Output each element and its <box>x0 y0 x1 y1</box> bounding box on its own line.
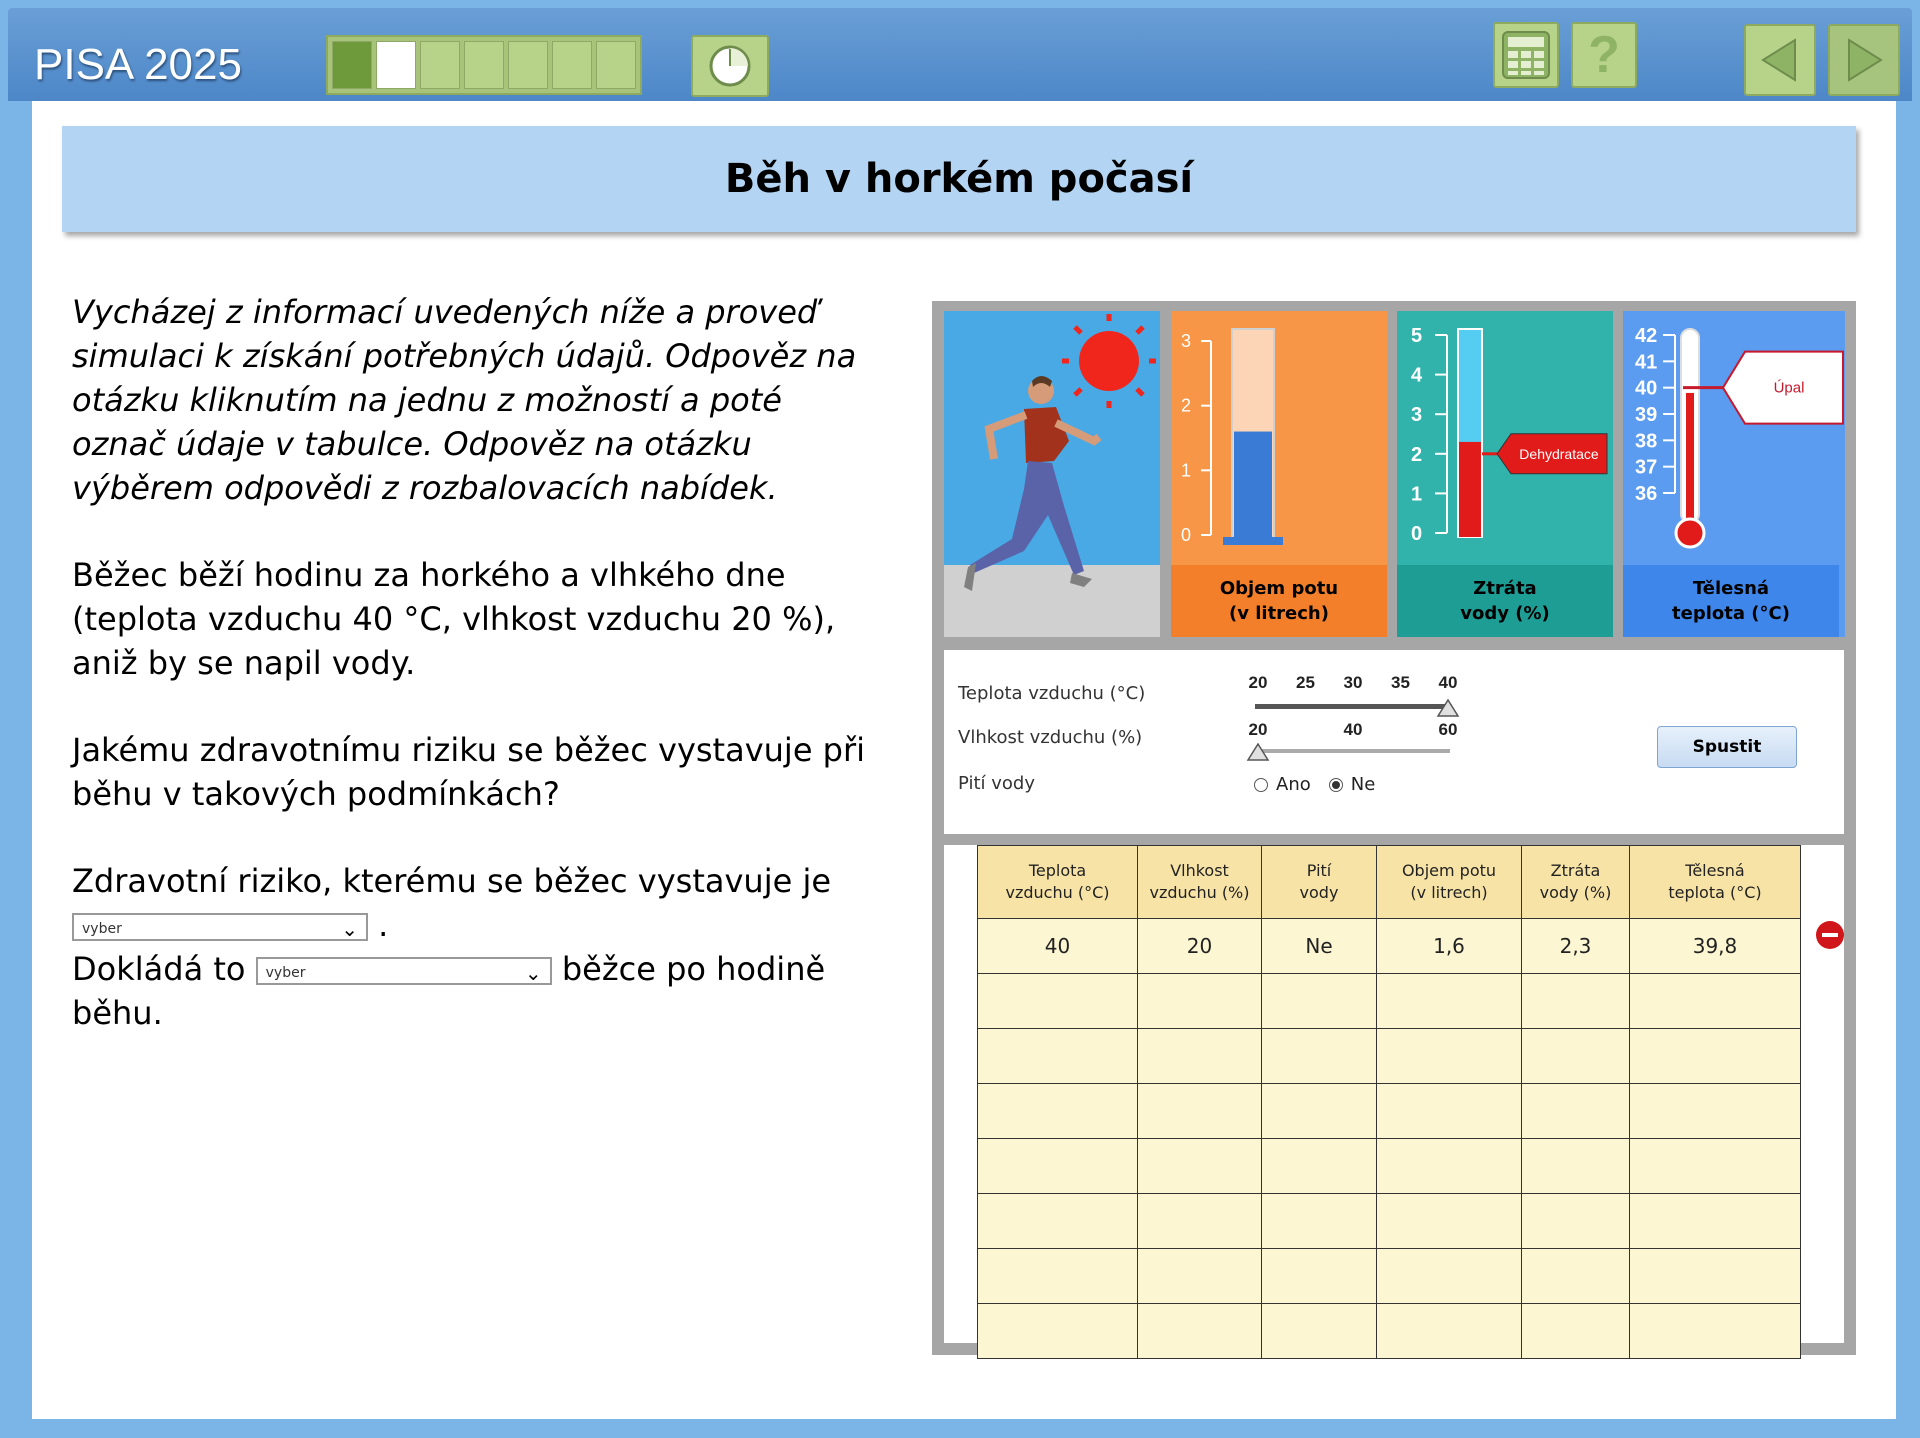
results-table-area <box>944 845 1844 1343</box>
humidity-label: Vlhkost vzduchu (%) <box>958 727 1143 748</box>
runner-illustration <box>944 311 1160 637</box>
table-header-text: Vlhkost <box>1170 861 1229 880</box>
drinking-radio-group <box>1254 774 1375 795</box>
heatstroke-warning-text: Úpal <box>1773 379 1805 397</box>
table-cell[interactable] <box>1377 1249 1522 1304</box>
timer-button[interactable] <box>691 35 769 97</box>
water-label-line2: vody (%) <box>1460 603 1550 624</box>
water-tick-label: 1 <box>1411 483 1423 506</box>
sweat-cylinder-icon <box>1171 311 1387 565</box>
sweat-label-line2: (v litrech) <box>1229 603 1329 624</box>
risk-dropdown-value: vyber <box>82 921 122 937</box>
next-button[interactable] <box>1828 24 1900 96</box>
table-cell[interactable]: Ne <box>1262 919 1377 974</box>
body-label-line2: teplota (°C) <box>1672 603 1790 624</box>
table-cell[interactable] <box>1522 1084 1630 1139</box>
table-cell[interactable] <box>1262 974 1377 1029</box>
run-button[interactable]: Spustit <box>1657 726 1797 768</box>
water-loss-label <box>1397 565 1613 637</box>
therm-tick-label: 38 <box>1635 430 1658 453</box>
table-cell[interactable] <box>1630 1194 1801 1249</box>
scenario-text: Běžec běží hodinu za horkého a vlhkého dne (teplota vzduchu 40 °C, vlhkost vzduchu 20 %), aniž by se napil vody. <box>72 556 836 682</box>
table-header-text: Objem potu <box>1401 861 1497 880</box>
progress-segment <box>552 41 592 89</box>
water-bar-icon <box>1397 311 1613 565</box>
sweat-tick-label: 1 <box>1181 460 1192 481</box>
therm-tick-label: 39 <box>1635 404 1658 426</box>
table-row[interactable] <box>978 1249 1801 1304</box>
sweat-label <box>1171 565 1387 637</box>
water-tick-label: 5 <box>1411 325 1423 347</box>
progress-segment <box>596 41 636 89</box>
back-button[interactable] <box>1744 24 1816 96</box>
radio-ne[interactable] <box>1329 774 1376 795</box>
table-cell[interactable]: 39,8 <box>1630 919 1801 974</box>
table-cell[interactable] <box>1377 974 1522 1029</box>
therm-tick-label: 36 <box>1635 483 1658 505</box>
calculator-icon <box>1499 28 1553 82</box>
table-cell[interactable] <box>1138 1139 1262 1194</box>
table-row[interactable] <box>978 919 1801 974</box>
table-cell[interactable] <box>1377 1084 1522 1139</box>
table-cell[interactable] <box>1262 1304 1377 1359</box>
air-temp-tick-label: 30 <box>1343 673 1363 692</box>
table-header-cell <box>1138 846 1262 919</box>
instructions: Vycházej z informací uvedených níže a proveď simulaci k získání potřebných údajů. Odpověz na otázku kliknutím na jednu z možností a poté označ údaje v tabulce. Odpověz na otázku výběrem odpovědi z rozbalovacích nabídek. <box>72 293 857 507</box>
table-cell[interactable] <box>978 1084 1138 1139</box>
dehydration-warning-text: Dehydratace <box>1519 445 1599 462</box>
water-tick-label: 4 <box>1411 364 1423 387</box>
therm-tick-label: 40 <box>1635 377 1658 400</box>
next-arrow-icon <box>1839 35 1889 85</box>
sweat-tick-label: 0 <box>1181 525 1192 545</box>
table-cell[interactable] <box>1377 1139 1522 1194</box>
table-header-text: Ztráta <box>1550 861 1601 880</box>
table-cell[interactable] <box>1522 1029 1630 1084</box>
thermometer-icon <box>1623 311 1845 565</box>
chevron-down-icon: ⌄ <box>524 961 542 985</box>
table-cell[interactable] <box>1522 974 1630 1029</box>
table-row[interactable] <box>978 1029 1801 1084</box>
question-prompt: Jakému zdravotnímu riziku se běžec vystavuje při běhu v takových podmínkách? <box>72 731 866 813</box>
air-temp-label: Teplota vzduchu (°C) <box>958 683 1146 704</box>
table-cell[interactable] <box>1377 1304 1522 1359</box>
table-header-text: (v litrech) <box>1410 883 1488 902</box>
table-cell[interactable] <box>978 1304 1138 1359</box>
therm-tick-label: 41 <box>1635 351 1658 374</box>
table-cell[interactable]: 1,6 <box>1377 919 1522 974</box>
sweat-tick-label: 3 <box>1181 331 1192 351</box>
table-cell[interactable] <box>1138 1249 1262 1304</box>
table-header-text: vody <box>1299 883 1339 902</box>
sun-icon <box>1062 314 1156 408</box>
radio-ne-label: Ne <box>1350 774 1376 795</box>
table-header-text: teplota (°C) <box>1668 883 1762 902</box>
risk-dropdown[interactable] <box>72 913 368 941</box>
evidence-dropdown-value: vyber <box>265 965 306 981</box>
top-bar <box>8 8 1912 101</box>
app-title: PISA 2025 <box>34 40 242 89</box>
air-temp-tick-label: 25 <box>1296 673 1315 692</box>
radio-ne-circle[interactable] <box>1329 778 1343 792</box>
task-title: Běh v horkém počasí <box>724 156 1194 202</box>
water-tick-label: 3 <box>1411 404 1423 427</box>
air-temp-tick-label: 35 <box>1391 673 1410 692</box>
progress-segment <box>332 41 372 89</box>
timer-icon <box>707 43 753 89</box>
table-row[interactable] <box>978 1194 1801 1249</box>
table-cell[interactable] <box>1630 1304 1801 1359</box>
remove-row-button[interactable] <box>1816 921 1844 949</box>
table-cell[interactable] <box>1630 1029 1801 1084</box>
radio-ano-label: Ano <box>1276 774 1311 795</box>
progress-segment <box>464 41 504 89</box>
table-cell[interactable] <box>978 974 1138 1029</box>
body-temp-label <box>1623 565 1839 637</box>
table-cell[interactable] <box>1262 1084 1377 1139</box>
table-cell[interactable] <box>1377 1029 1522 1084</box>
answer-sentence <box>72 859 872 1035</box>
water-tick-label: 0 <box>1411 523 1423 545</box>
table-cell[interactable] <box>1138 1304 1262 1359</box>
progress-segment <box>420 41 460 89</box>
table-cell[interactable] <box>1262 1249 1377 1304</box>
answer-dot: . <box>378 906 389 944</box>
progress-segment <box>376 41 416 89</box>
table-cell[interactable] <box>978 1139 1138 1194</box>
table-row[interactable] <box>978 1084 1801 1139</box>
runner-scene <box>944 311 1160 637</box>
table-row[interactable] <box>978 974 1801 1029</box>
table-cell[interactable] <box>1522 1194 1630 1249</box>
back-arrow-icon <box>1755 35 1805 85</box>
table-cell[interactable] <box>978 1029 1138 1084</box>
table-cell[interactable] <box>1522 1139 1630 1194</box>
table-cell[interactable] <box>1262 1139 1377 1194</box>
progress-bar <box>326 35 642 95</box>
drinking-label: Pití vody <box>958 773 1035 794</box>
table-cell[interactable]: 40 <box>978 919 1138 974</box>
table-cell[interactable] <box>1630 974 1801 1029</box>
table-cell[interactable] <box>1138 1084 1262 1139</box>
table-header-cell <box>1630 846 1801 919</box>
task-header <box>62 126 1856 232</box>
table-row[interactable] <box>978 1139 1801 1194</box>
table-header-cell <box>1522 846 1630 919</box>
help-button[interactable] <box>1571 22 1637 88</box>
answer-part2: Dokládá to <box>72 950 246 988</box>
table-header-text: vzduchu (°C) <box>1005 883 1110 902</box>
air-temp-tick-label: 20 <box>1248 673 1268 692</box>
humidity-tick-label: 20 <box>1248 720 1268 739</box>
table-cell[interactable] <box>1138 1194 1262 1249</box>
radio-ano-circle[interactable] <box>1254 778 1268 792</box>
table-cell[interactable] <box>978 1249 1138 1304</box>
sweat-tick-label: 2 <box>1181 395 1192 416</box>
help-icon: ? <box>1588 26 1620 84</box>
table-cell[interactable] <box>1522 1304 1630 1359</box>
table-row[interactable] <box>978 1304 1801 1359</box>
progress-segment <box>508 41 548 89</box>
table-header-text: vzduchu (%) <box>1149 883 1250 902</box>
water-label-line1: Ztráta <box>1473 578 1537 599</box>
water-loss-gauge <box>1397 311 1613 637</box>
simulation-panel <box>932 301 1856 1355</box>
humidity-tick-label: 60 <box>1438 720 1458 739</box>
chevron-down-icon: ⌄ <box>341 917 358 941</box>
table-header-text: vody (%) <box>1539 883 1612 902</box>
table-cell[interactable] <box>1138 1029 1262 1084</box>
table-header-text: Teplota <box>1028 861 1087 880</box>
simulation-controls <box>944 650 1844 834</box>
humidity-track[interactable] <box>1255 749 1450 753</box>
table-cell[interactable] <box>1630 1139 1801 1194</box>
answer-part1: Zdravotní riziko, kterému se běžec vystavuje je <box>72 862 832 900</box>
table-cell[interactable] <box>1262 1194 1377 1249</box>
table-cell[interactable]: 20 <box>1138 919 1262 974</box>
air-temp-track[interactable] <box>1255 704 1450 709</box>
question-text <box>72 290 872 1035</box>
answer-part3: běžce po hodině běhu. <box>72 950 826 1032</box>
humidity-tick-label: 40 <box>1343 720 1363 739</box>
sliders <box>1244 666 1504 786</box>
table-cell[interactable] <box>978 1194 1138 1249</box>
water-tick-label: 2 <box>1411 443 1423 466</box>
radio-selected-dot <box>1332 781 1340 789</box>
results-table <box>977 845 1801 1359</box>
air-temp-tick-label: 40 <box>1438 673 1458 692</box>
table-header-text: Tělesná <box>1685 861 1745 880</box>
body-temp-gauge <box>1623 311 1845 637</box>
table-header-cell <box>1262 846 1377 919</box>
table-cell[interactable] <box>1138 974 1262 1029</box>
therm-tick-label: 42 <box>1635 325 1658 347</box>
calculator-button[interactable] <box>1493 22 1559 88</box>
table-cell[interactable]: 2,3 <box>1522 919 1630 974</box>
table-cell[interactable] <box>1522 1249 1630 1304</box>
table-cell[interactable] <box>1630 1249 1801 1304</box>
therm-tick-label: 37 <box>1635 456 1658 479</box>
table-header-text: Pití <box>1306 861 1332 880</box>
sweat-label-line1: Objem potu <box>1219 578 1339 599</box>
radio-ano[interactable] <box>1254 774 1311 795</box>
body-label-line1: Tělesná <box>1692 578 1770 599</box>
evidence-dropdown[interactable] <box>256 957 552 985</box>
table-cell[interactable] <box>1377 1194 1522 1249</box>
table-cell[interactable] <box>1262 1029 1377 1084</box>
table-header-cell <box>1377 846 1522 919</box>
sweat-gauge <box>1171 311 1387 637</box>
table-cell[interactable] <box>1630 1084 1801 1139</box>
table-header-cell <box>978 846 1138 919</box>
